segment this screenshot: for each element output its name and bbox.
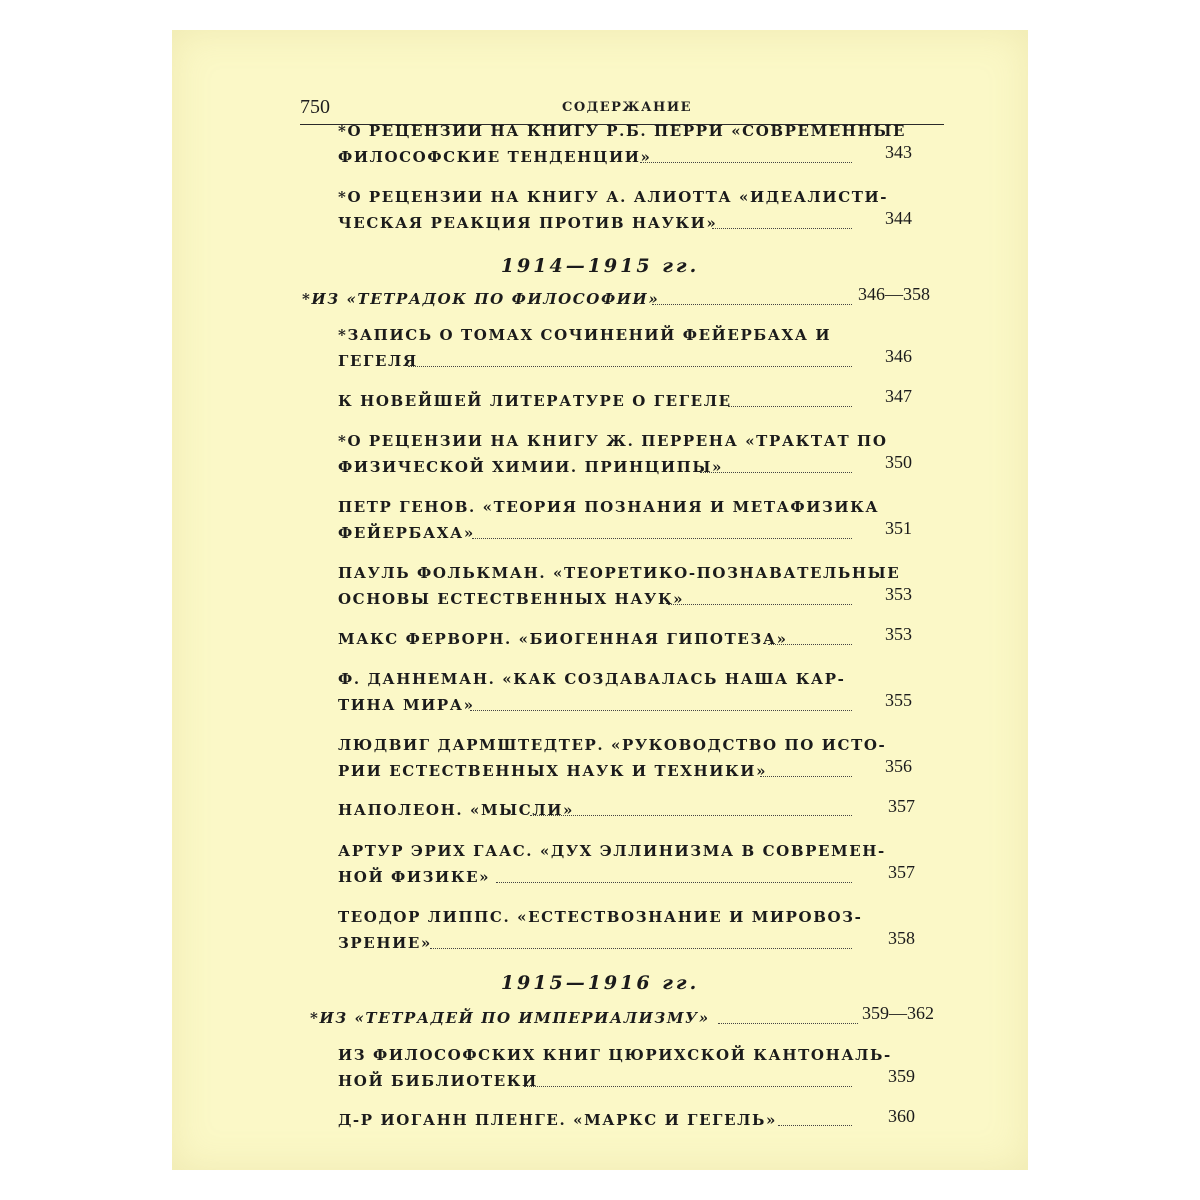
dot-leader: [712, 228, 852, 229]
toc-entry-line: ФЕЙЕРБАХА»: [338, 524, 475, 542]
year-heading: 1914—1915 гг.: [500, 255, 700, 277]
toc-entry-line: ТИНА МИРА»: [338, 696, 475, 714]
dot-leader: [668, 604, 852, 605]
toc-part-line: *ИЗ «ТЕТРАДОК ПО ФИЛОСОФИИ»: [302, 290, 660, 308]
dot-leader: [652, 304, 852, 305]
dot-leader: [524, 1086, 852, 1087]
dot-leader: [700, 472, 852, 473]
toc-page-number: 344: [885, 208, 912, 228]
dot-leader: [728, 406, 852, 407]
dot-leader: [640, 162, 852, 163]
toc-page-number: 357: [888, 796, 915, 816]
toc-page-number: 353: [885, 624, 912, 644]
page-number: 750: [300, 96, 330, 118]
toc-entry-line: НАПОЛЕОН. «МЫСЛИ»: [338, 801, 574, 819]
toc-entry-line: Д-Р ИОГАНН ПЛЕНГЕ. «МАРКС И ГЕГЕЛЬ»: [338, 1111, 777, 1129]
dot-leader: [768, 644, 852, 645]
toc-page-number: 353: [885, 584, 912, 604]
toc-page-number: 360: [888, 1106, 915, 1126]
toc-entry-line: ПЕТР ГЕНОВ. «ТЕОРИЯ ПОЗНАНИЯ И МЕТАФИЗИКА: [338, 498, 880, 516]
toc-entry-line: *О РЕЦЕНЗИИ НА КНИГУ Р.Б. ПЕРРИ «СОВРЕМЕННЫЕ: [338, 122, 907, 140]
toc-page-number: 351: [885, 518, 912, 538]
toc-page-number: 350: [885, 452, 912, 472]
toc-page-number: 359—362: [862, 1003, 934, 1023]
toc-entry-line: *ЗАПИСЬ О ТОМАХ СОЧИНЕНИЙ ФЕЙЕРБАХА И: [338, 326, 832, 344]
running-title: СОДЕРЖАНИЕ: [562, 100, 693, 115]
dot-leader: [472, 538, 852, 539]
toc-page-number: 358: [888, 928, 915, 948]
toc-page-number: 347: [885, 386, 912, 406]
toc-entry-line: ГЕГЕЛЯ: [338, 352, 418, 370]
toc-entry-line: ЛЮДВИГ ДАРМШТЕДТЕР. «РУКОВОДСТВО ПО ИСТО-: [338, 736, 887, 754]
toc-entry-line: ОСНОВЫ ЕСТЕСТВЕННЫХ НАУК»: [338, 590, 685, 608]
toc-page-number: 359: [888, 1066, 915, 1086]
toc-entry-line: ТЕОДОР ЛИППС. «ЕСТЕСТВОЗНАНИЕ И МИРОВОЗ-: [338, 908, 863, 926]
toc-entry-line: ПАУЛЬ ФОЛЬКМАН. «ТЕОРЕТИКО-ПОЗНАВАТЕЛЬНЫЕ: [338, 564, 901, 582]
dot-leader: [470, 710, 852, 711]
toc-page-number: 356: [885, 756, 912, 776]
dot-leader: [496, 882, 852, 883]
dot-leader: [408, 366, 852, 367]
toc-entry-line: К НОВЕЙШЕЙ ЛИТЕРАТУРЕ О ГЕГЕЛЕ: [338, 392, 732, 410]
dot-leader: [530, 815, 852, 816]
toc-entry-line: ЗРЕНИЕ»: [338, 934, 432, 952]
toc-entry-line: Ф. ДАННЕМАН. «КАК СОЗДАВАЛАСЬ НАША КАР-: [338, 670, 846, 688]
toc-entry-line: *О РЕЦЕНЗИИ НА КНИГУ Ж. ПЕРРЕНА «ТРАКТАТ ПО: [338, 432, 888, 450]
toc-entry-line: РИИ ЕСТЕСТВЕННЫХ НАУК И ТЕХНИКИ»: [338, 762, 768, 780]
dot-leader: [718, 1023, 858, 1024]
dot-leader: [778, 1125, 852, 1126]
toc-page-number: 343: [885, 142, 912, 162]
toc-entry-line: ЧЕСКАЯ РЕАКЦИЯ ПРОТИВ НАУКИ»: [338, 214, 718, 232]
toc-entry-line: НОЙ ФИЗИКЕ»: [338, 868, 491, 886]
toc-page-number: 346—358: [858, 284, 930, 304]
toc-entry-line: АРТУР ЭРИХ ГААС. «ДУХ ЭЛЛИНИЗМА В СОВРЕМЕН-: [338, 842, 886, 860]
toc-page-number: 357: [888, 862, 915, 882]
book-page: [172, 30, 1028, 1170]
dot-leader: [430, 948, 852, 949]
toc-page-number: 346: [885, 346, 912, 366]
toc-entry-line: ФИЗИЧЕСКОЙ ХИМИИ. ПРИНЦИПЫ»: [338, 458, 723, 476]
year-heading: 1915—1916 гг.: [500, 972, 700, 994]
toc-entry-line: ИЗ ФИЛОСОФСКИХ КНИГ ЦЮРИХСКОЙ КАНТОНАЛЬ-: [338, 1046, 892, 1064]
toc-page-number: 355: [885, 690, 912, 710]
toc-entry-line: НОЙ БИБЛИОТЕКИ: [338, 1072, 538, 1090]
dot-leader: [760, 776, 852, 777]
toc-part-line: *ИЗ «ТЕТРАДЕЙ ПО ИМПЕРИАЛИЗМУ»: [310, 1009, 710, 1027]
toc-entry-line: МАКС ФЕРВОРН. «БИОГЕННАЯ ГИПОТЕЗА»: [338, 630, 788, 648]
toc-entry-line: ФИЛОСОФСКИЕ ТЕНДЕНЦИИ»: [338, 148, 652, 166]
toc-entry-line: *О РЕЦЕНЗИИ НА КНИГУ А. АЛИОТТА «ИДЕАЛИСТИ-: [338, 188, 889, 206]
